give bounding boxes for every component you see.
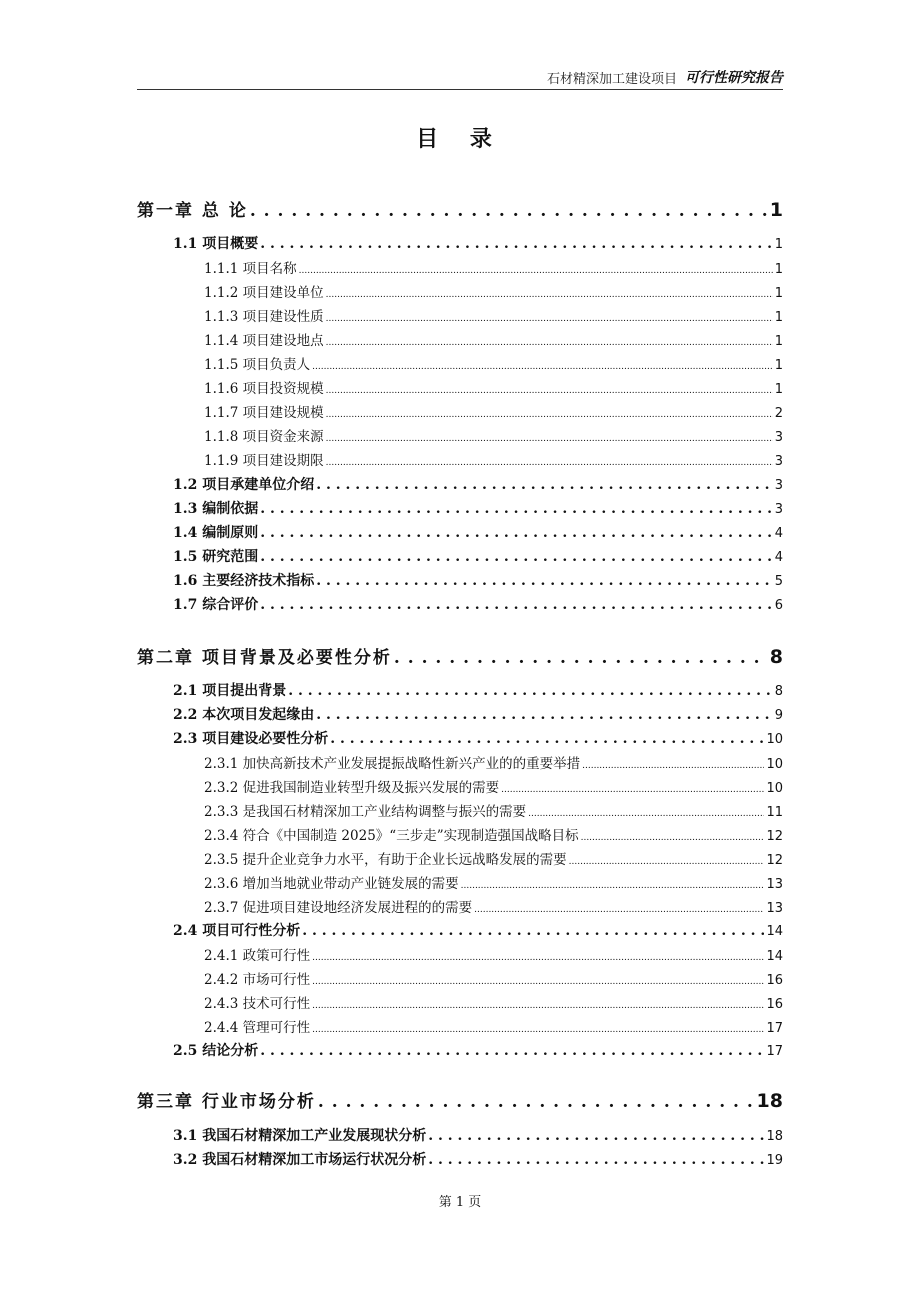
toc-entry-page-number: 12 [766,853,783,868]
toc-entry-label: 2.3.4 符合《中国制造 2025》“三步走”实现制造强国战略目标 [204,828,579,844]
toc-dot-leader [394,648,768,668]
toc-entry-label: 第三章 行业市场分析 [137,1092,316,1112]
toc-entry-page-number: 1 [774,334,783,349]
toc-dot-leader [501,785,764,795]
toc-subsection-entry[interactable] [204,401,783,423]
toc-entry-label: 1.1.6 项目投资规模 [204,381,324,397]
toc-entry-page-number: 1 [774,358,783,373]
header-report-type: 可行性研究报告 [685,70,783,86]
toc-entry-page-number: 13 [766,877,783,892]
toc-dot-leader [474,905,764,915]
toc-section-entry[interactable] [173,498,783,520]
toc-entry-label: 1.1.5 项目负责人 [204,357,311,373]
toc-entry-page-number: 19 [766,1153,783,1168]
toc-entry-page-number: 14 [766,949,783,964]
toc-entry-label: 1.1.3 项目建设性质 [204,309,324,325]
toc-entry-page-number: 1 [774,237,783,252]
toc-subsection-entry[interactable] [204,992,783,1014]
toc-entry-label: 1.4 编制原则 [173,525,259,541]
toc-chapter-entry[interactable] [137,1087,783,1115]
toc-entry-label: 1.1.2 项目建设单位 [204,285,324,301]
toc-section-entry[interactable] [173,728,783,750]
toc-entry-page-number: 4 [774,526,783,541]
toc-section-entry[interactable] [173,474,783,496]
toc-entry-label: 2.4.3 技术可行性 [204,996,311,1012]
toc-entry-label: 2.4 项目可行性分析 [173,923,301,939]
toc-dot-leader [316,707,772,723]
toc-section-entry[interactable] [173,680,783,702]
toc-entry-page-number: 5 [774,574,783,589]
toc-chapter-entry[interactable] [137,643,783,671]
toc-entry-label: 2.3.3 是我国石材精深加工产业结构调整与振兴的需要 [204,804,527,820]
toc-entry-label: 1.6 主要经济技术指标 [173,573,315,589]
toc-section-entry[interactable] [173,1040,783,1062]
toc-entry-page-number: 12 [766,829,783,844]
toc-dot-leader [326,290,773,300]
toc-subsection-entry[interactable] [204,896,783,918]
toc-entry-label: 1.1.8 项目资金来源 [204,429,324,445]
toc-subsection-entry[interactable] [204,425,783,447]
toc-section-entry[interactable] [173,1125,783,1147]
toc-entry-label: 1.5 研究范围 [173,549,259,565]
toc-entry-label: 1.1.4 项目建设地点 [204,333,324,349]
toc-dot-leader [326,434,773,444]
toc-entry-page-number: 10 [766,732,783,747]
toc-dot-leader [312,953,764,963]
toc-entry-page-number: 3 [774,454,783,469]
toc-dot-leader [312,977,764,987]
toc-dot-leader [299,266,773,276]
toc-entry-label: 1.1.7 项目建设规模 [204,405,324,421]
toc-dot-leader [302,923,764,939]
toc-subsection-entry[interactable] [204,377,783,399]
toc-entry-label: 2.3.1 加快高新技术产业发展提振战略性新兴产业的的重要举措 [204,756,581,772]
toc-entry-label: 3.2 我国石材精深加工市场运行状况分析 [173,1152,427,1168]
toc-entry-page-number: 10 [766,757,783,772]
toc-entry-page-number: 18 [766,1129,783,1144]
toc-dot-leader [312,362,773,372]
toc-entry-page-number: 1 [774,310,783,325]
toc-entry-label: 1.7 综合评价 [173,597,259,613]
toc-dot-leader [581,833,765,843]
toc-dot-leader [528,809,764,819]
toc-entry-page-number: 2 [774,406,783,421]
toc-entry-label: 2.3.7 促进项目建设地经济发展进程的的需要 [204,900,473,916]
toc-section-entry[interactable] [173,704,783,726]
toc-entry-page-number: 16 [766,997,783,1012]
toc-dot-leader [326,458,773,468]
toc-dot-leader [326,314,773,324]
toc-section-entry[interactable] [173,1149,783,1171]
toc-subsection-entry[interactable] [204,329,783,351]
toc-subsection-entry[interactable] [204,824,783,846]
toc-dot-leader [326,338,773,348]
toc-entry-page-number: 3 [774,430,783,445]
toc-dot-leader [316,573,772,589]
page-header [137,66,783,90]
toc-entry-page-number: 1 [774,286,783,301]
toc-subsection-entry[interactable] [204,1016,783,1038]
toc-subsection-entry[interactable] [204,257,783,279]
toc-entry-page-number: 4 [774,550,783,565]
toc-entry-page-number: 17 [766,1021,783,1036]
toc-subsection-entry[interactable] [204,872,783,894]
toc-section-entry[interactable] [173,233,783,255]
toc-entry-label: 1.2 项目承建单位介绍 [173,477,315,493]
toc-entry-page-number: 6 [774,598,783,613]
toc-subsection-entry[interactable] [204,281,783,303]
toc-entry-page-number: 18 [756,1090,783,1112]
toc-dot-leader [326,410,773,420]
toc-entry-label: 2.4.2 市场可行性 [204,972,311,988]
toc-entry-page-number: 10 [766,781,783,796]
toc-dot-leader [312,1001,764,1011]
toc-entry-page-number: 8 [769,646,783,668]
toc-section-entry[interactable] [173,522,783,544]
toc-subsection-entry[interactable] [204,353,783,375]
toc-dot-leader [260,501,772,517]
toc-entry-label: 1.1.9 项目建设期限 [204,453,324,469]
toc-subsection-entry[interactable] [204,752,783,774]
toc-dot-leader [461,881,765,891]
toc-dot-leader [428,1152,764,1168]
toc-subsection-entry[interactable] [204,776,783,798]
toc-entry-page-number: 13 [766,901,783,916]
toc-entry-page-number: 17 [766,1044,783,1059]
toc-subsection-entry[interactable] [204,848,783,870]
toc-entry-label: 2.1 项目提出背景 [173,683,287,699]
toc-subsection-entry[interactable] [204,305,783,327]
toc-dot-leader [260,525,772,541]
toc-section-entry[interactable] [173,594,783,616]
toc-dot-leader [316,477,772,493]
toc-entry-label: 第一章 总 论 [137,201,248,221]
toc-entry-page-number: 8 [774,684,783,699]
toc-entry-label: 第二章 项目背景及必要性分析 [137,648,392,668]
toc-dot-leader [288,683,772,699]
header-project-name: 石材精深加工建设项目 [546,72,677,87]
page-title: 目 录 [416,126,504,152]
toc-subsection-entry[interactable] [204,968,783,990]
toc-dot-leader [326,386,773,396]
toc-entry-page-number: 3 [774,478,783,493]
toc-entry-label: 2.4.1 政策可行性 [204,948,311,964]
toc-dot-leader [428,1128,764,1144]
toc-dot-leader [569,857,765,867]
toc-entry-label: 2.3.6 增加当地就业带动产业链发展的需要 [204,876,459,892]
toc-entry-page-number: 3 [774,502,783,517]
toc-section-entry[interactable] [173,546,783,568]
toc-entry-label: 2.3.5 提升企业竞争力水平，有助于企业长远战略发展的需要 [204,852,567,868]
toc-entry-label: 2.5 结论分析 [173,1043,259,1059]
toc-dot-leader [260,236,772,252]
toc-subsection-entry[interactable] [204,800,783,822]
toc-entry-page-number: 9 [774,708,783,723]
toc-dot-leader [260,597,772,613]
toc-dot-leader [318,1092,755,1112]
toc-section-entry[interactable] [173,920,783,942]
toc-dot-leader [260,549,772,565]
toc-entry-page-number: 1 [769,199,783,221]
toc-entry-label: 2.2 本次项目发起缘由 [173,707,315,723]
toc-entry-label: 1.1 项目概要 [173,236,259,252]
toc-entry-label: 2.4.4 管理可行性 [204,1020,311,1036]
toc-entry-page-number: 1 [774,262,783,277]
page-footer: 第 1 页 [438,1195,482,1210]
toc-dot-leader [582,761,764,771]
toc-entry-page-number: 14 [766,924,783,939]
toc-entry-page-number: 16 [766,973,783,988]
toc-entry-page-number: 11 [766,805,783,820]
toc-dot-leader [260,1043,764,1059]
toc-subsection-entry[interactable] [204,944,783,966]
toc-dot-leader [312,1025,764,1035]
toc-dot-leader [330,731,764,747]
toc-entry-page-number: 1 [774,382,783,397]
toc-entry-label: 2.3 项目建设必要性分析 [173,731,329,747]
toc-section-entry[interactable] [173,570,783,592]
toc-entry-label: 1.3 编制依据 [173,501,259,517]
toc-entry-label: 1.1.1 项目名称 [204,261,297,277]
toc-subsection-entry[interactable] [204,449,783,471]
toc-entry-label: 3.1 我国石材精深加工产业发展现状分析 [173,1128,427,1144]
toc-dot-leader [250,201,768,221]
toc-chapter-entry[interactable] [137,196,783,224]
toc-entry-label: 2.3.2 促进我国制造业转型升级及振兴发展的需要 [204,780,500,796]
